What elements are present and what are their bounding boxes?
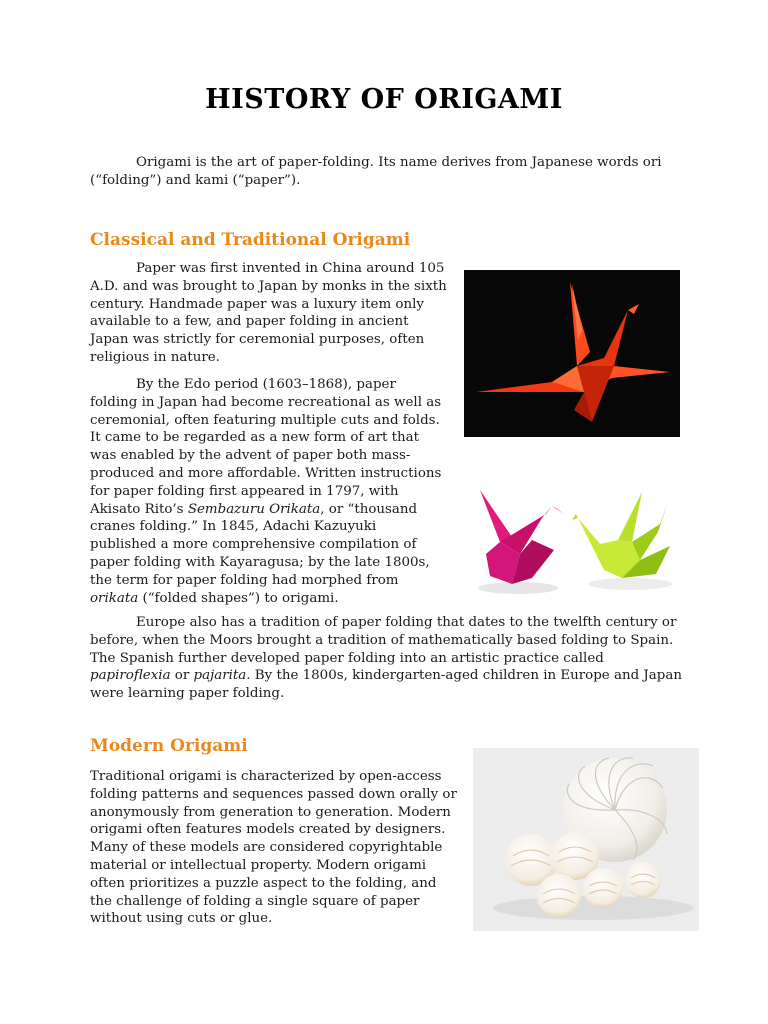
italic-term: papiroflexia [90, 668, 171, 684]
italic-term: pajarita [193, 668, 247, 684]
document-title: HISTORY OF ORIGAMI [205, 84, 563, 115]
text-run: By the Edo period (1603–1868), paper folding in Japan had become recreational as well as ceremonial, often featuring multiple cuts and folds. It came to be regarded as a new form of art that was enabled by the advent of paper both mass-produced and more affordable. Written instructions for paper folding first appeared in 1797, with Akisato Rito’s [90, 377, 442, 517]
italic-term: orikata [90, 590, 139, 606]
italic-title: Sembazuru Orikata [187, 501, 321, 517]
red-crane-photo [464, 270, 680, 437]
white-paper-sculpture-photo [473, 748, 699, 931]
classical-paragraph-1: Paper was first invented in China around 105 A.D. and was brought to Japan by monks in the sixth century. Handmade paper was a luxury item only available to a few, and paper folding in ancient Japan was strictly for ceremonial purposes, often religious in nature. [90, 261, 447, 365]
text-run: or [170, 668, 194, 684]
section-heading-modern: Modern Origami [90, 736, 248, 756]
classical-paragraph-3 [90, 614, 682, 703]
classical-paragraph-2 [90, 376, 445, 607]
modern-paragraph-1: Traditional origami is characterized by open-access folding patterns and sequences passed down orally or anonymously from generation to generation. Modern origami often features models created by designers. Many of these models are considered copyrightable material or intellectual property. Modern origami often prioritizes a puzzle aspect to the folding, and the challenge of folding a single square of paper without using cuts or glue. [90, 769, 457, 927]
text-run: (“folded shapes”) to origami. [138, 590, 339, 606]
intro-paragraph: Origami is the art of paper-folding. Its name derives from Japanese words ori (“folding”) and kami (“paper”). [90, 155, 662, 188]
pink-and-green-cranes-photo [472, 484, 682, 602]
text-run: , or “thousand cranes folding.” In 1845, Adachi Kazuyuki published a more comprehensive compilation of paper folding with Kayaragusa; by the late 1800s, the term for paper folding had morphed from [90, 501, 430, 588]
text-run: Europe also has a tradition of paper folding that dates to the twelfth century or before, when the Moors brought a tradition of mathematically based folding to Spain. The Spanish further developed paper folding into an artistic practice called [90, 615, 677, 666]
section-heading-classical: Classical and Traditional Origami [90, 230, 411, 250]
text-run: . By the 1800s, kindergarten-aged children in Europe and Japan were learning paper folding. [90, 668, 682, 702]
